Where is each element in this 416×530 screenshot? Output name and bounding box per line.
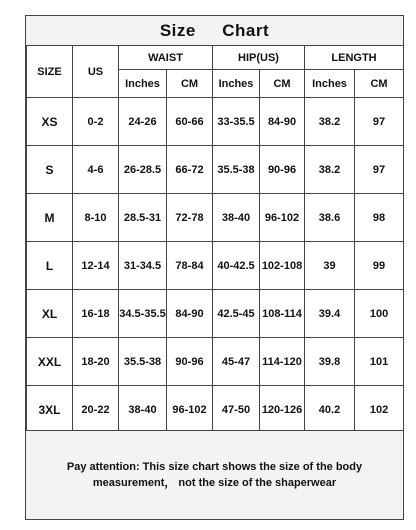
length-cm-cell: 100 xyxy=(355,290,404,338)
length-inches-cell: 40.2 xyxy=(305,386,355,434)
us-cell: 18-20 xyxy=(73,338,119,386)
note-line-1: Pay attention: This size chart shows the size of the body xyxy=(66,461,363,473)
header-length-cm: CM xyxy=(355,70,404,98)
waist-cm-cell: 96-102 xyxy=(167,386,213,434)
table-row xyxy=(27,338,404,386)
waist-cm-cell: 90-96 xyxy=(167,338,213,386)
us-cell: 8-10 xyxy=(73,194,119,242)
table-row xyxy=(27,98,404,146)
length-cm-cell: 98 xyxy=(355,194,404,242)
length-inches-cell: 38.6 xyxy=(305,194,355,242)
hip-inches-cell: 38-40 xyxy=(213,194,260,242)
length-cm-cell: 97 xyxy=(355,98,404,146)
header-waist-cm: CM xyxy=(167,70,213,98)
waist-inches-cell: 31-34.5 xyxy=(119,242,167,290)
waist-inches-cell: 24-26 xyxy=(119,98,167,146)
hip-cm-cell: 102-108 xyxy=(260,242,305,290)
hip-inches-cell: 47-50 xyxy=(213,386,260,434)
header-us: US xyxy=(73,46,119,98)
hip-cm-cell: 114-120 xyxy=(260,338,305,386)
hip-cm-cell: 108-114 xyxy=(260,290,305,338)
size-cell: 3XL xyxy=(27,386,73,434)
length-inches-cell: 39.4 xyxy=(305,290,355,338)
header-size: SIZE xyxy=(27,46,73,98)
header-hip: HIP(US) xyxy=(213,46,305,70)
hip-cm-cell: 90-96 xyxy=(260,146,305,194)
size-cell: XL xyxy=(27,290,73,338)
size-cell: M xyxy=(27,194,73,242)
table-row xyxy=(27,242,404,290)
waist-inches-cell: 34.5-35.5 xyxy=(119,290,167,338)
table-row xyxy=(27,386,404,434)
us-cell: 4-6 xyxy=(73,146,119,194)
hip-inches-cell: 35.5-38 xyxy=(213,146,260,194)
length-cm-cell: 99 xyxy=(355,242,404,290)
hip-cm-cell: 96-102 xyxy=(260,194,305,242)
us-cell: 12-14 xyxy=(73,242,119,290)
us-cell: 0-2 xyxy=(73,98,119,146)
header-length: LENGTH xyxy=(305,46,404,70)
length-cm-cell: 101 xyxy=(355,338,404,386)
length-inches-cell: 38.2 xyxy=(305,146,355,194)
waist-cm-cell: 84-90 xyxy=(167,290,213,338)
waist-cm-cell: 66-72 xyxy=(167,146,213,194)
header-length-inches: Inches xyxy=(305,70,355,98)
size-cell: L xyxy=(27,242,73,290)
hip-inches-cell: 33-35.5 xyxy=(213,98,260,146)
waist-inches-cell: 28.5-31 xyxy=(119,194,167,242)
hip-inches-cell: 40-42.5 xyxy=(213,242,260,290)
size-chart xyxy=(25,15,404,520)
hip-inches-cell: 42.5-45 xyxy=(213,290,260,338)
waist-inches-cell: 35.5-38 xyxy=(119,338,167,386)
length-cm-cell: 102 xyxy=(355,386,404,434)
table-row xyxy=(27,194,404,242)
us-cell: 16-18 xyxy=(73,290,119,338)
chart-title: Size Chart xyxy=(26,16,403,46)
size-table xyxy=(26,45,404,434)
header-row-groups xyxy=(27,46,404,70)
header-hip-cm: CM xyxy=(260,70,305,98)
hip-inches-cell: 45-47 xyxy=(213,338,260,386)
length-inches-cell: 39 xyxy=(305,242,355,290)
length-inches-cell: 39.8 xyxy=(305,338,355,386)
attention-note xyxy=(26,430,403,519)
waist-cm-cell: 60-66 xyxy=(167,98,213,146)
table-row xyxy=(27,146,404,194)
length-cm-cell: 97 xyxy=(355,146,404,194)
note-line-2: measurement， not the size of the shaperwear xyxy=(92,477,337,489)
hip-cm-cell: 84-90 xyxy=(260,98,305,146)
waist-cm-cell: 78-84 xyxy=(167,242,213,290)
us-cell: 20-22 xyxy=(73,386,119,434)
hip-cm-cell: 120-126 xyxy=(260,386,305,434)
header-hip-inches: Inches xyxy=(213,70,260,98)
header-waist-inches: Inches xyxy=(119,70,167,98)
header-waist: WAIST xyxy=(119,46,213,70)
size-cell: S xyxy=(27,146,73,194)
length-inches-cell: 38.2 xyxy=(305,98,355,146)
waist-inches-cell: 38-40 xyxy=(119,386,167,434)
size-cell: XXL xyxy=(27,338,73,386)
table-row xyxy=(27,290,404,338)
waist-inches-cell: 26-28.5 xyxy=(119,146,167,194)
waist-cm-cell: 72-78 xyxy=(167,194,213,242)
size-cell: XS xyxy=(27,98,73,146)
